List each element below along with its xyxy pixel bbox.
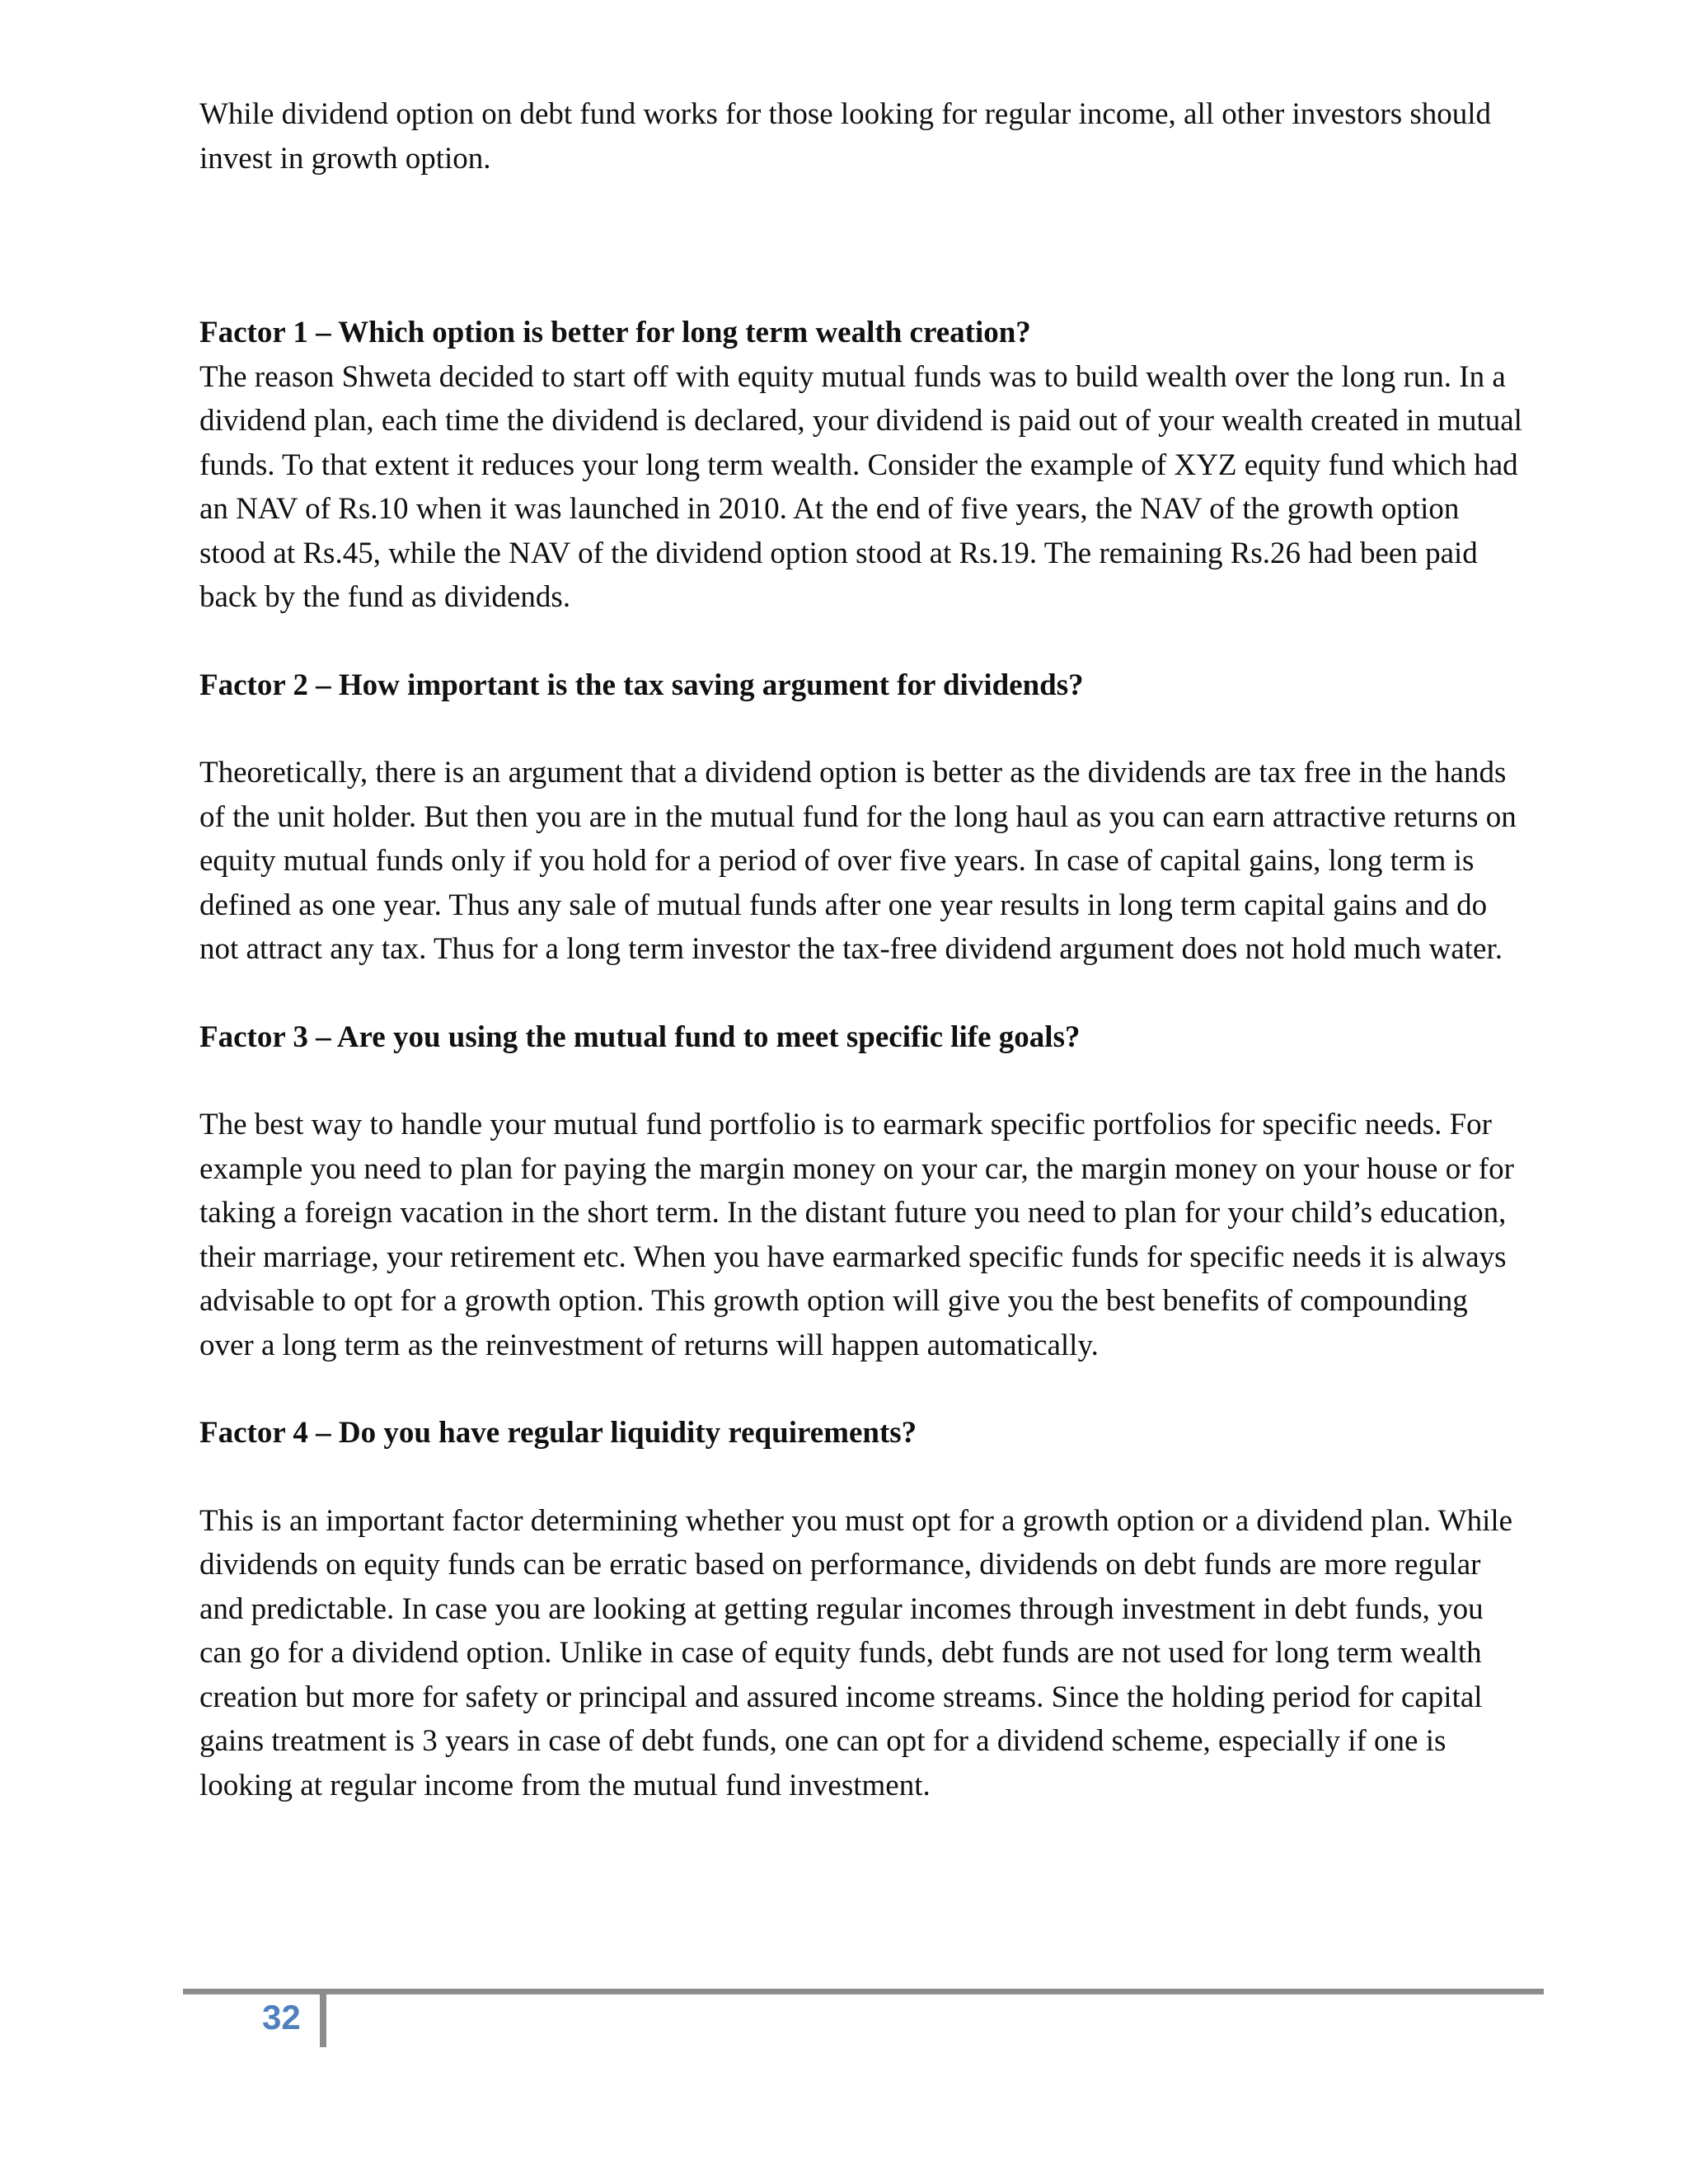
factor-2-heading: Factor 2 – How important is the tax saving argument for dividends?	[199, 668, 1084, 702]
page-content	[199, 92, 1526, 1807]
factor-3-heading: Factor 3 – Are you using the mutual fund to meet specific life goals?	[199, 1019, 1081, 1054]
factor-4-heading: Factor 4 – Do you have regular liquidity requirements?	[199, 1416, 917, 1450]
factor-4-body: This is an important factor determining whether you must opt for a growth option or a dividend plan. While dividends on equity funds can be erratic based on performance, dividends on debt funds are more regular and predictable. In case you are looking at getting regular incomes through investment in debt funds, you can go for a dividend option. Unlike in case of equity funds, debt funds are not used for long term wealth creation but more for safety or principal and assured income streams. Since the holding period for capital gains treatment is 3 years in case of debt funds, one can opt for a dividend scheme, especially if one is looking at regular income from the mutual fund investment.	[199, 1503, 1513, 1802]
page-number: 32	[262, 1998, 301, 2036]
intro-paragraph: While dividend option on debt fund works for those looking for regular income, all other investors should invest in growth option.	[199, 97, 1492, 176]
footer-rule	[183, 1989, 1544, 1994]
factor-1-body: The reason Shweta decided to start off with equity mutual funds was to build wealth over the long run. In a dividend plan, each time the dividend is declared, your dividend is paid out of your wealth created in mutual funds. To that extent it reduces your long term wealth. Consider the example of XYZ equity fund which had an NAV of Rs.10 when it was launched in 2010. At the end of five years, the NAV of the growth option stood at Rs.45, while the NAV of the dividend option stood at Rs.19. The remaining Rs.26 had been paid back by the fund as dividends.	[199, 359, 1522, 614]
factor-2-body: Theoretically, there is an argument that a dividend option is better as the dividends are tax free in the hands of the unit holder. But then you are in the mutual fund for the long haul as you can earn attractive returns on equity mutual funds only if you hold for a period of over five years. In case of capital gains, long term is defined as one year. Thus any sale of mutual funds after one year results in long term capital gains and do not attract any tax. Thus for a long term investor the tax-free dividend argument does not hold much water.	[199, 756, 1517, 966]
factor-3-body: The best way to handle your mutual fund portfolio is to earmark specific portfolios for specific needs. For example you need to plan for paying the margin money on your car, the margin money on your house or for taking a foreign vacation in the short term. In the distant future you need to plan for your child’s education, their marriage, your retirement etc. When you have earmarked specific funds for specific needs it is always advisable to opt for a growth option. This growth option will give you the best benefits of compounding over a long term as the reinvestment of returns will happen automatically.	[199, 1108, 1514, 1362]
footer-divider	[320, 1991, 326, 2047]
factor-1-heading: Factor 1 – Which option is better for long term wealth creation?	[199, 316, 1031, 349]
